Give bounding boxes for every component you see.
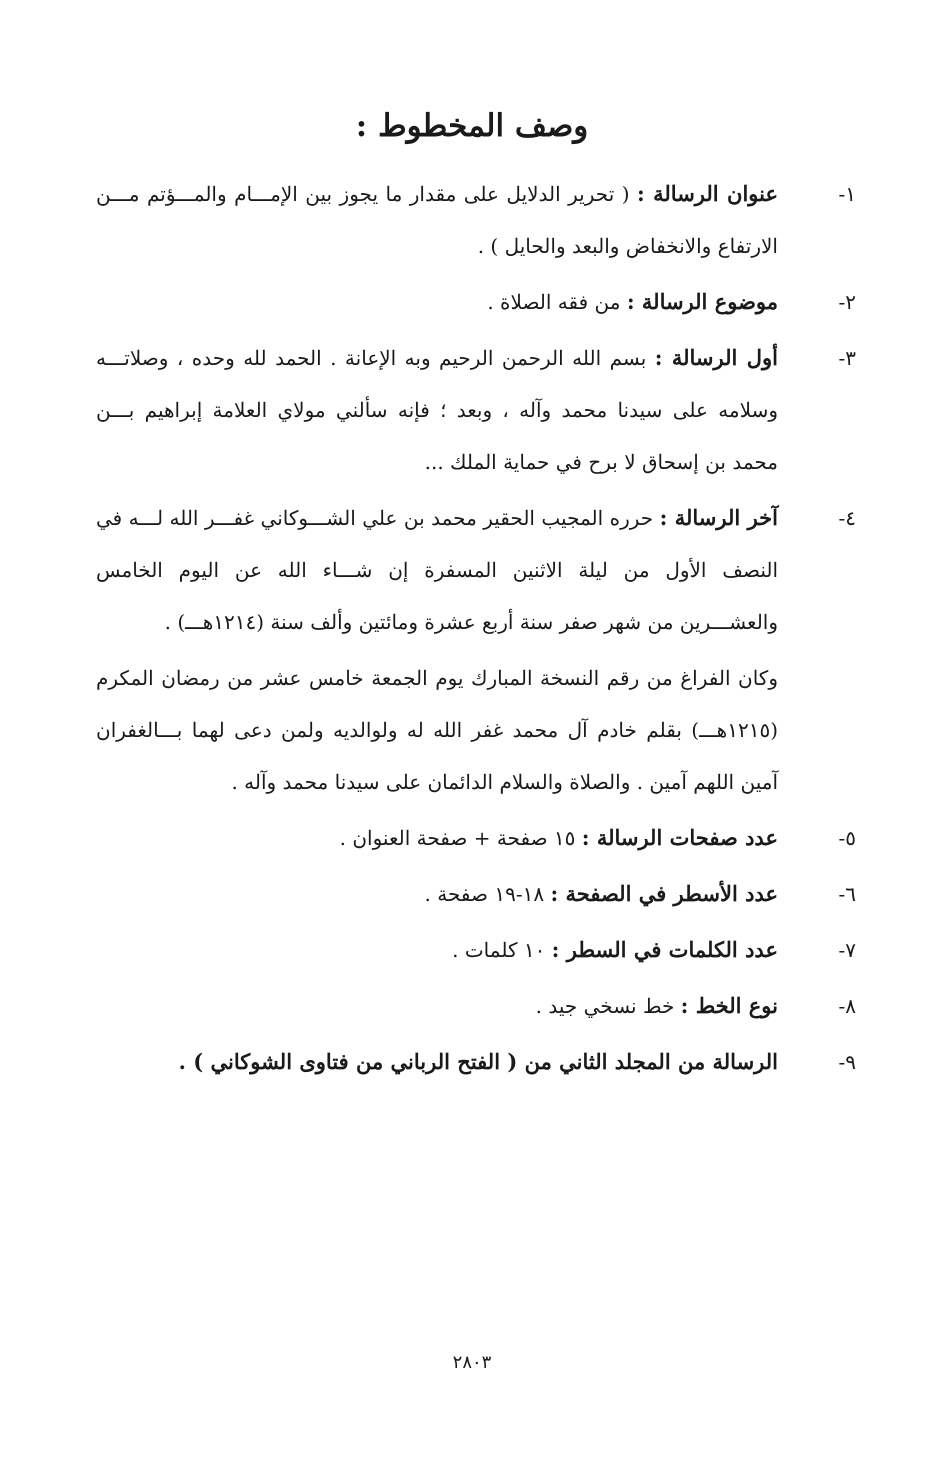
item-label: عدد صفحات الرسالة :: [581, 825, 778, 850]
item-body: [96, 868, 778, 920]
item-number: ٩-: [838, 1050, 856, 1074]
item-number: ٧-: [838, 938, 856, 962]
item-number: ١-: [838, 182, 856, 206]
item-text: من فقه الصلاة .: [487, 290, 627, 314]
item-number: ٥-: [838, 826, 856, 850]
list-item-script-type: [96, 980, 856, 1032]
item-number: ٢-: [838, 290, 856, 314]
colophon-paragraph: وكان الفراغ من رقم النسخة المبارك يوم الجمعة خامس عشر من رمضان المكرم (١٢١٥هـــ) بقلم خادم آل محمد غفر الله له ولوالديه ولمن دعى لهما بـــالغفران آمين اللهم آمين . والصلاة والسلام الدائمان على سيدنا محمد وآله .: [96, 666, 778, 794]
item-label: نوع الخط :: [680, 993, 778, 1018]
item-number: ٦-: [838, 882, 856, 906]
page-title: وصف المخطوط :: [355, 108, 589, 144]
item-text: ١٠ كلمات .: [452, 938, 552, 962]
item-text: ( تحرير الدلايل على مقدار ما يجوز بين الإمـــام والمـــؤتم مـــن الارتفاع والانخفاض والبعد والحايل ) .: [96, 182, 778, 258]
item-label: موضوع الرسالة :: [626, 289, 778, 314]
item-number: ٣-: [838, 346, 856, 370]
list-item-beginning: [96, 332, 856, 488]
page-number: ٢٨٠٣: [452, 1352, 492, 1373]
item-number: ٨-: [838, 994, 856, 1018]
list-item-page-count: [96, 812, 856, 864]
list-item-lines-per-page: [96, 868, 856, 920]
item-body: [96, 924, 778, 976]
item-number: ٤-: [838, 506, 856, 530]
list-item-subject: [96, 276, 856, 328]
list-item-ending: [96, 492, 856, 648]
list-item-words-per-line: [96, 924, 856, 976]
item-label: أول الرسالة :: [654, 345, 778, 370]
item-body: [96, 812, 778, 864]
item-body: [96, 492, 778, 648]
item-body: [96, 980, 778, 1032]
item-text: الرسالة من المجلد الثاني من ( الفتح الرباني من فتاوى الشوكاني ) .: [178, 1049, 778, 1074]
item-text: ١٨-١٩ صفحة .: [424, 882, 551, 906]
manuscript-description-list: [96, 168, 856, 1092]
item-body: [96, 332, 778, 488]
item-text: بسم الله الرحمن الرحيم وبه الإعانة . الحمد لله وحده ، وصلاتـــه وسلامه على سيدنا محمد وآله ، وبعد ؛ فإنه سألني مولاي العلامة إبراهيم بـــن محمد بن إسحاق لا برح في حماية الملك ...: [96, 346, 778, 474]
item-label: عدد الأسطر في الصفحة :: [550, 881, 778, 906]
item-text: ١٥ صفحة + صفحة العنوان .: [339, 826, 582, 850]
list-item-title: [96, 168, 856, 272]
item-body: [96, 1036, 778, 1088]
item-text: حرره المجيب الحقير محمد بن علي الشـــوكاني غفـــر الله لـــه في النصف الأول من ليلة الاثنين المسفرة إن شـــاء الله عن اليوم الخامس والعشـــرين من شهر صفر سنة أربع عشرة ومائتين وألف سنة (١٢١٤هـــ) .: [96, 506, 778, 634]
item-label: عدد الكلمات في السطر :: [551, 937, 778, 962]
item-label: آخر الرسالة :: [659, 505, 778, 530]
list-item-volume: [96, 1036, 856, 1088]
item-body: [96, 276, 778, 328]
item-body: [96, 168, 778, 272]
item-label: عنوان الرسالة :: [636, 181, 778, 206]
item-text: خط نسخي جيد .: [535, 994, 681, 1018]
